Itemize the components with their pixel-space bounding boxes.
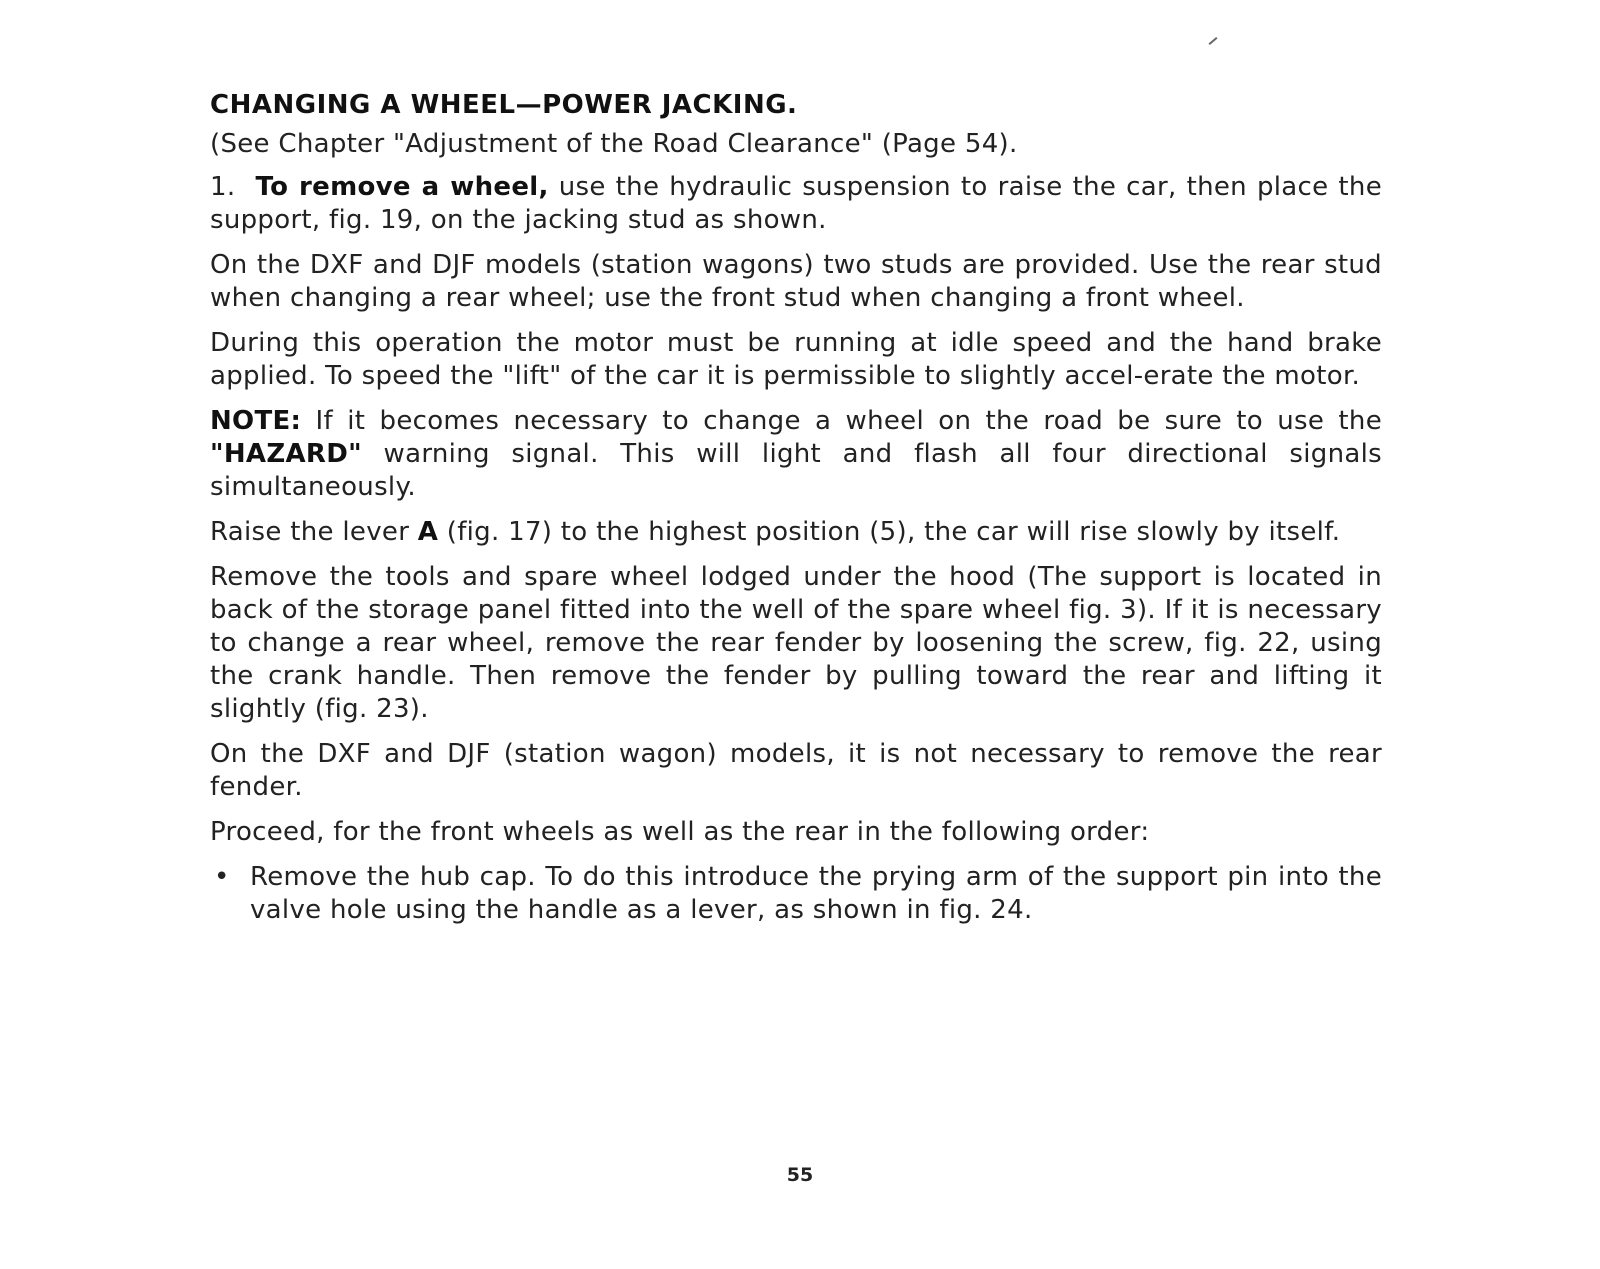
step-1-bold-lead: To remove a wheel, xyxy=(255,172,549,202)
note-paragraph xyxy=(210,405,1382,504)
proceed-paragraph: Proceed, for the front wheels as well as the rear in the following order: xyxy=(210,817,1150,847)
step-1-paragraph xyxy=(210,171,1382,237)
raise-text-2: (fig. 17) to the highest position (5), the car will rise slowly by itself. xyxy=(438,517,1341,547)
document-page xyxy=(210,84,1382,927)
stray-mark xyxy=(1209,37,1218,45)
note-text-2: warning signal. This will light and flash all four directional signals simultaneously. xyxy=(210,439,1382,502)
dxf-djf-paragraph: On the DXF and DJF models (station wagons) two studs are provided. Use the rear stud when changing a rear wheel; use the front stud when changing a front wheel. xyxy=(210,250,1382,313)
list-item xyxy=(210,861,1382,927)
page-number: 55 xyxy=(786,1164,814,1186)
note-text-1: If it becomes necessary to change a wheel on the road be sure to use the xyxy=(301,406,1382,436)
bullet-icon: • xyxy=(214,862,230,892)
step-number: 1. xyxy=(210,172,236,202)
remove-tools-paragraph: Remove the tools and spare wheel lodged under the hood (The support is located in back of the storage panel fitted into the well of the spare wheel fig. 3). If it is necessary to change a rear wheel, remove the rear fender by loosening the screw, fig. 22, using the crank handle. Then remove the fender by pulling toward the rear and lifting it slightly (fig. 23). xyxy=(210,562,1382,724)
note-label: NOTE: xyxy=(210,406,302,436)
raise-text-1: Raise the lever xyxy=(210,517,418,547)
dxf-djf-fender-paragraph: On the DXF and DJF (station wagon) models, it is not necessary to remove the rear fender. xyxy=(210,739,1382,802)
hazard-label: "HAZARD" xyxy=(210,439,362,469)
lever-label: A xyxy=(417,517,439,547)
bullet-text: Remove the hub cap. To do this introduce the prying arm of the support pin into the valve hole using the handle as a lever, as shown in fig. 24. xyxy=(250,862,1382,925)
step-1-text: use the hydraulic suspension to raise the car, then place the support, fig. 19, on the jacking stud as shown. xyxy=(210,172,1382,235)
chapter-reference: (See Chapter "Adjustment of the Road Clearance" (Page 54). xyxy=(210,129,1018,159)
operation-paragraph: During this operation the motor must be running at idle speed and the hand brake applied. To speed the "lift" of the car it is permissible to slightly accel-erate the motor. xyxy=(210,328,1382,391)
raise-lever-paragraph xyxy=(210,516,1382,549)
section-heading: CHANGING A WHEEL—POWER JACKING. xyxy=(210,90,798,120)
